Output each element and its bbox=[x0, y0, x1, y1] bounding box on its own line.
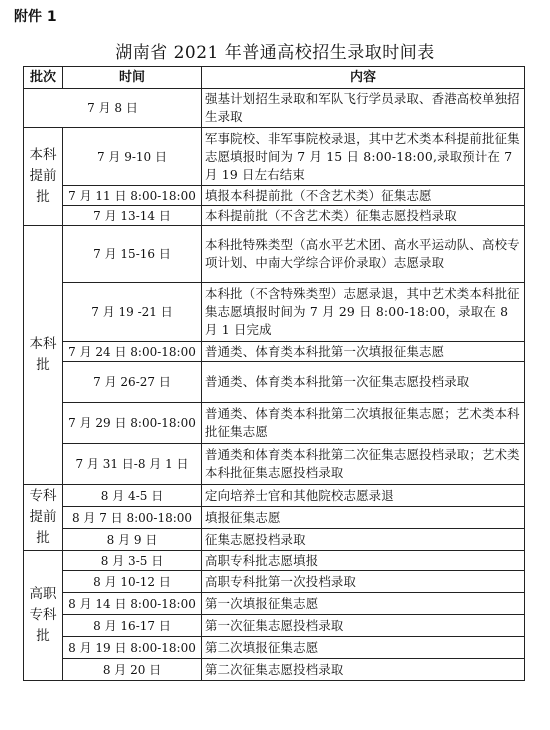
content-cell: 普通类、体育类本科批第一次征集志愿投档录取 bbox=[202, 362, 525, 403]
content-cell: 填报征集志愿 bbox=[202, 507, 525, 529]
time-cell: 7 月 9-10 日 bbox=[63, 128, 202, 186]
time-cell: 7 月 13-14 日 bbox=[63, 206, 202, 226]
content-cell: 普通类、体育类本科批第二次填报征集志愿；艺术类本科批征集志愿 bbox=[202, 403, 525, 444]
time-cell: 8 月 14 日 8:00-18:00 bbox=[63, 593, 202, 615]
content-cell: 填报本科提前批（不含艺术类）征集志愿 bbox=[202, 186, 525, 206]
attachment-label: 附件 1 bbox=[14, 9, 57, 25]
content-cell: 第一次征集志愿投档录取 bbox=[202, 615, 525, 637]
time-cell: 7 月 26-27 日 bbox=[63, 362, 202, 403]
table-row bbox=[24, 342, 525, 362]
content-cell: 定向培养士官和其他院校志愿录退 bbox=[202, 485, 525, 507]
table-row bbox=[24, 226, 525, 283]
table-row bbox=[24, 362, 525, 403]
content-cell: 强基计划招生录取和军队飞行学员录取、香港高校单独招生录取 bbox=[202, 89, 525, 128]
document-title: 湖南省 2021 年普通高校招生录取时间表 bbox=[115, 43, 435, 63]
content-cell: 第二次填报征集志愿 bbox=[202, 637, 525, 659]
table-row bbox=[24, 637, 525, 659]
time-cell: 8 月 16-17 日 bbox=[63, 615, 202, 637]
batch-cell-higher-vocational: 高职专科批 bbox=[24, 551, 63, 681]
table-row bbox=[24, 485, 525, 507]
table-row bbox=[24, 186, 525, 206]
header-content: 内容 bbox=[202, 67, 525, 89]
time-cell: 7 月 15-16 日 bbox=[63, 226, 202, 283]
time-cell: 7 月 31 日-8 月 1 日 bbox=[63, 444, 202, 485]
header-batch: 批次 bbox=[24, 67, 63, 89]
table-row bbox=[24, 128, 525, 186]
time-cell: 7 月 8 日 bbox=[24, 89, 202, 128]
time-cell: 7 月 24 日 8:00-18:00 bbox=[63, 342, 202, 362]
content-cell: 高职专科批志愿填报 bbox=[202, 551, 525, 571]
admission-schedule-table bbox=[23, 66, 525, 681]
content-cell: 军事院校、非军事院校录退，其中艺术类本科提前批征集志愿填报时间为 7 月 15 日 8:00-18:00,录取预计在 7 月 19 日左右结束 bbox=[202, 128, 525, 186]
time-cell: 8 月 3-5 日 bbox=[63, 551, 202, 571]
content-cell: 第一次填报征集志愿 bbox=[202, 593, 525, 615]
content-cell: 第二次征集志愿投档录取 bbox=[202, 659, 525, 681]
batch-cell-vocational-early: 专科提前批 bbox=[24, 485, 63, 551]
time-cell: 7 月 19 -21 日 bbox=[63, 283, 202, 342]
table-row bbox=[24, 551, 525, 571]
table-row bbox=[24, 529, 525, 551]
time-cell: 8 月 9 日 bbox=[63, 529, 202, 551]
table-row bbox=[24, 507, 525, 529]
time-cell: 7 月 29 日 8:00-18:00 bbox=[63, 403, 202, 444]
time-cell: 8 月 7 日 8:00-18:00 bbox=[63, 507, 202, 529]
content-cell: 本科提前批（不含艺术类）征集志愿投档录取 bbox=[202, 206, 525, 226]
table-row bbox=[24, 615, 525, 637]
table-row bbox=[24, 403, 525, 444]
table-row bbox=[24, 593, 525, 615]
content-cell: 普通类和体育类本科批第二次征集志愿投档录取；艺术类本科批征集志愿投档录取 bbox=[202, 444, 525, 485]
content-cell: 普通类、体育类本科批第一次填报征集志愿 bbox=[202, 342, 525, 362]
content-cell: 高职专科批第一次投档录取 bbox=[202, 571, 525, 593]
table-row bbox=[24, 571, 525, 593]
table-row bbox=[24, 444, 525, 485]
time-cell: 8 月 19 日 8:00-18:00 bbox=[63, 637, 202, 659]
content-cell: 征集志愿投档录取 bbox=[202, 529, 525, 551]
table-row bbox=[24, 89, 525, 128]
header-time: 时间 bbox=[63, 67, 202, 89]
table-row bbox=[24, 206, 525, 226]
table-header-row bbox=[24, 67, 525, 89]
batch-cell-undergrad-early: 本科提前批 bbox=[24, 128, 63, 226]
table-row bbox=[24, 659, 525, 681]
content-cell: 本科批特殊类型（高水平艺术团、高水平运动队、高校专项计划、中南大学综合评价录取）志愿录取 bbox=[202, 226, 525, 283]
time-cell: 7 月 11 日 8:00-18:00 bbox=[63, 186, 202, 206]
table-row bbox=[24, 283, 525, 342]
content-cell: 本科批（不含特殊类型）志愿录退，其中艺术类本科批征集志愿填报时间为 7 月 29 日 8:00-18:00，录取在 8 月 1 日完成 bbox=[202, 283, 525, 342]
time-cell: 8 月 10-12 日 bbox=[63, 571, 202, 593]
time-cell: 8 月 4-5 日 bbox=[63, 485, 202, 507]
time-cell: 8 月 20 日 bbox=[63, 659, 202, 681]
batch-cell-undergrad: 本科批 bbox=[24, 226, 63, 485]
